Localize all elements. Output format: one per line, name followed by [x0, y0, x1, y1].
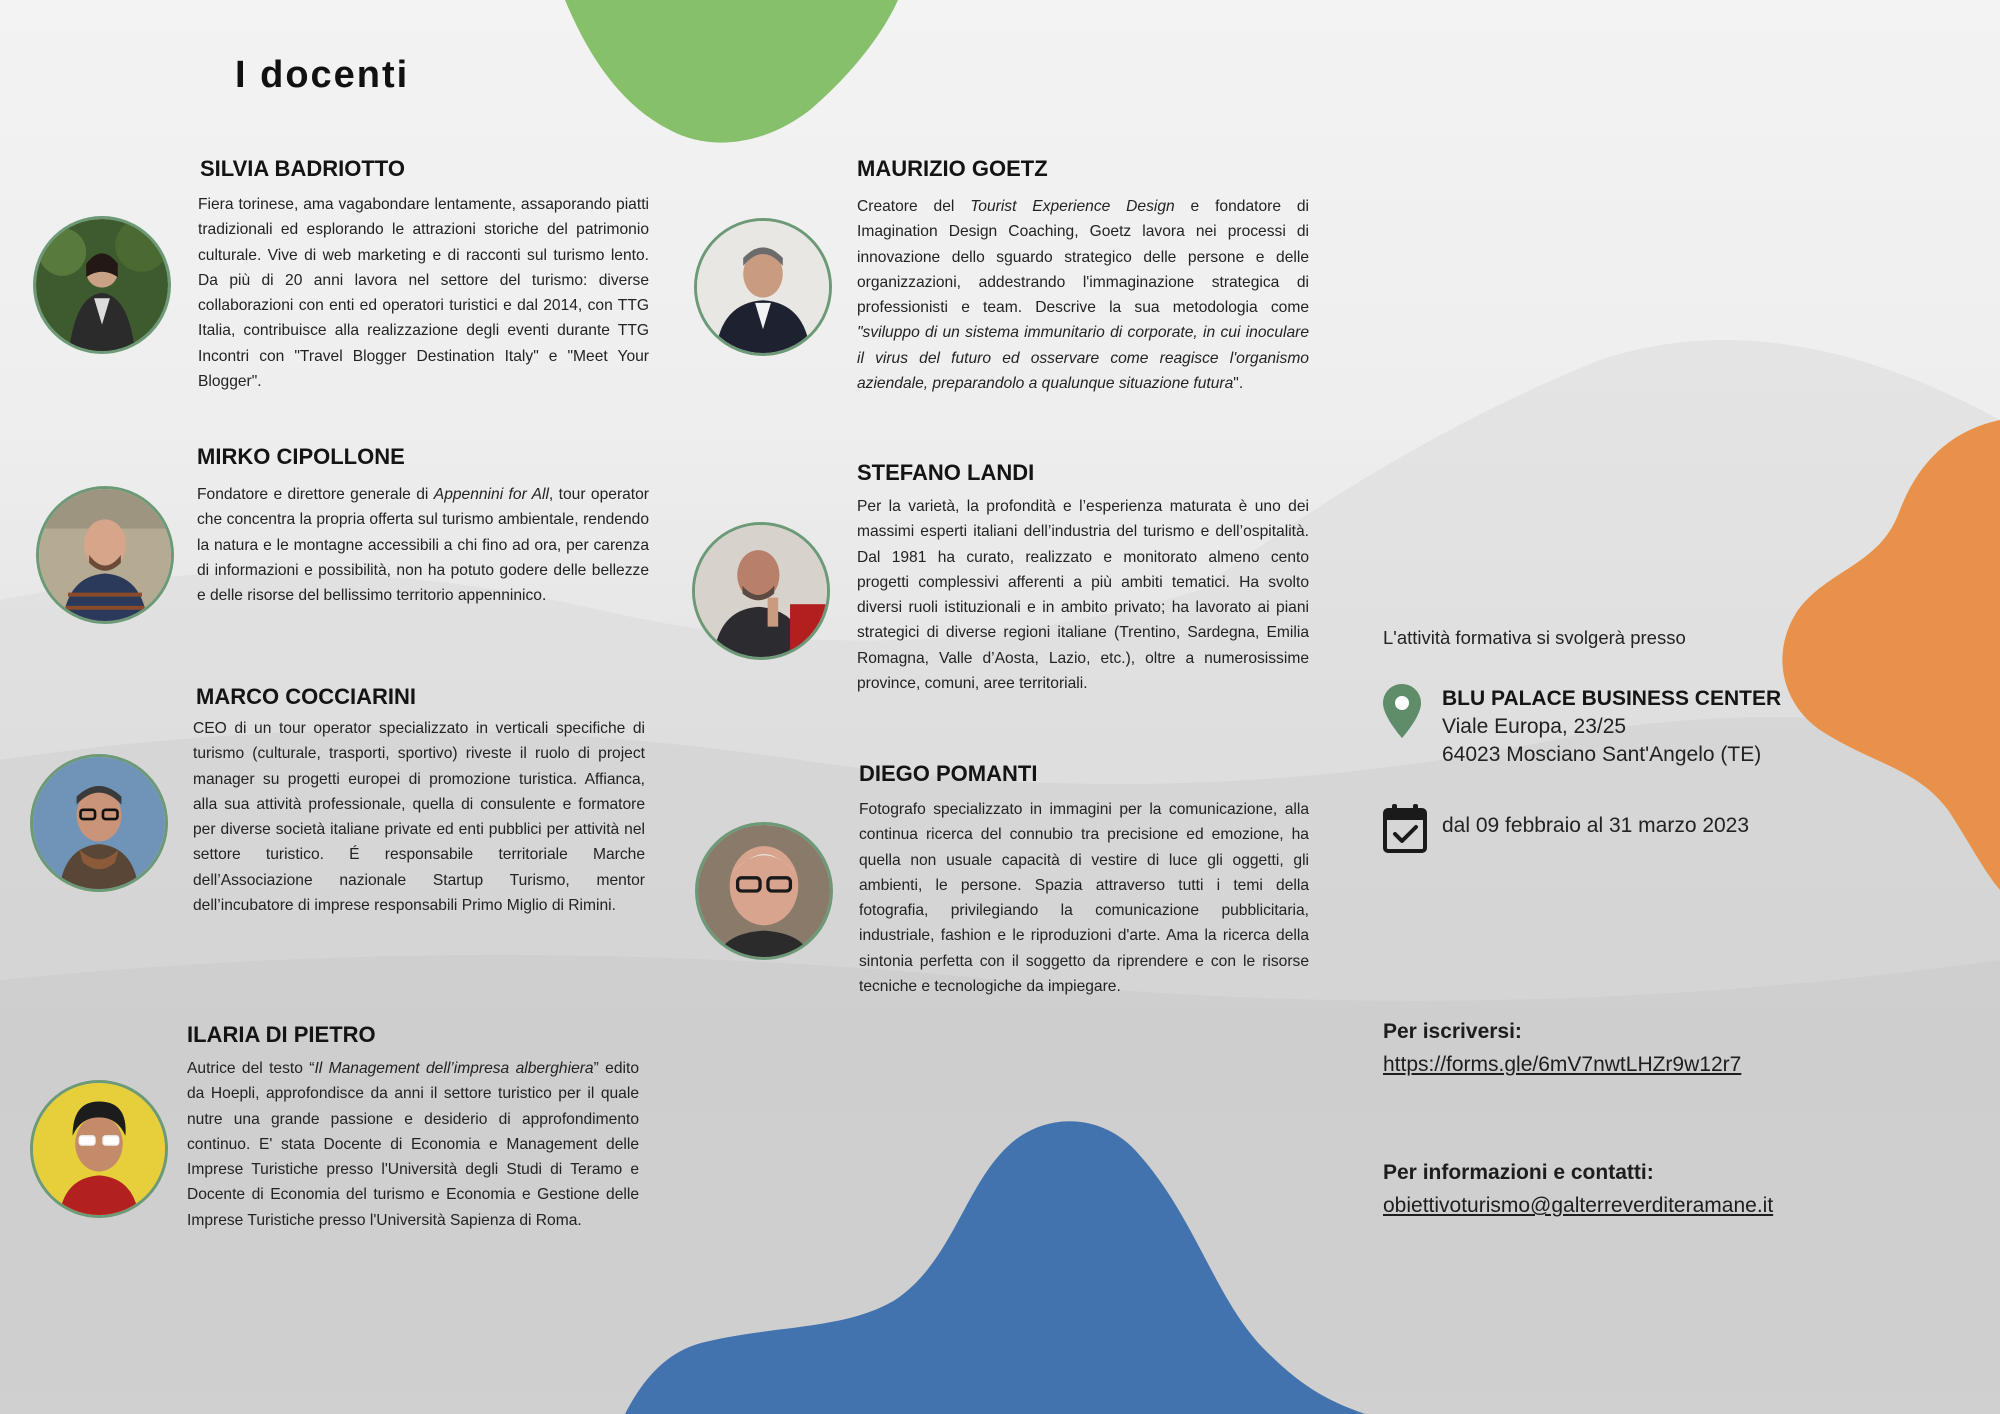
teacher-name: SILVIA BADRIOTTO	[200, 156, 405, 181]
teacher-ilaria-di-pietro	[187, 1022, 639, 1233]
course-dates: dal 09 febbraio al 31 marzo 2023	[1442, 814, 1750, 837]
teacher-name: MAURIZIO GOETZ	[857, 156, 1048, 181]
venue-address-line1: Viale Europa, 23/25	[1442, 715, 1627, 738]
teacher-name: STEFANO LANDI	[857, 460, 1035, 485]
avatar-ilaria-di-pietro	[30, 1080, 168, 1218]
teacher-mirko-cipollone	[197, 444, 649, 608]
teacher-bio: Per la varietà, la profondità e l’esperienza maturata è uno dei massimi esperti italiani dell’industria del turismo e dell’ospitalità. Dal 1981 ha curato, realizzato e monitorato almeno cento progetti complessivi afferenti a più ambiti tematici. Ha svolto diversi ruoli istituzionali e in ambito privato; ha lavorato ai piani strategici di diverse regioni italiane (Trentino, Sardegna, Emilia Romagna, Valle d’Aosta, Lazio, etc.), oltre a numerosissime province, comuni, aree territoriali.	[857, 498, 1309, 693]
register-link[interactable]: https://forms.gle/6mV7nwtLHZr9w12r7	[1383, 1053, 1742, 1076]
avatar-stefano-landi	[692, 522, 830, 660]
teacher-name: DIEGO POMANTI	[859, 761, 1038, 786]
teacher-bio: Fondatore e direttore generale di Appennini for All, tour operator che concentra la propria offerta sul turismo ambientale, rendendo la natura e le montagne accessibili a chi fino ad ora, per carenza di informazioni e possibilità, non ha potuto godere delle bellezze e delle risorse del bellissimo territorio appenninico.	[197, 486, 650, 605]
location-pin-icon	[1383, 684, 1421, 743]
avatar-silvia-badriotto	[33, 216, 171, 354]
calendar-check-icon	[1383, 803, 1427, 858]
page-title: I docenti	[235, 54, 410, 96]
contact-label: Per informazioni e contatti:	[1383, 1161, 1654, 1184]
teacher-bio: Fotografo specializzato in immagini per la comunicazione, alla continua ricerca del connubio tra precisione ed emozione, ha quella non usuale capacità di vestire di luce gli oggetti, gli ambienti, le persone. Spazia attraverso tutti i temi della fotografia, privilegiando la comunicazione pubblicitaria, industriale, fashion e le riproduzioni d'arte. Ama la ricerca della sintonia perfetta con il soggetto da riprendere e con le risorse tecniche e tecnologiche da impiegare.	[859, 801, 1309, 996]
avatar-diego-pomanti	[695, 822, 833, 960]
teacher-name: MIRKO CIPOLLONE	[197, 444, 405, 469]
teacher-bio: Creatore del Tourist Experience Design e fondatore di Imagination Design Coaching, Goetz lavora nei processi di innovazione dello sguardo strategico delle persone e delle organizzazioni, addestrando l'immaginazione strategica di professionisti e team. Descrive la sua metodologia come "sviluppo di un sistema immunitario di corporate, in cui inoculare il virus del futuro ed osservare come reagisce l'organismo aziendale, preparandolo a qualunque situazione futura".	[857, 198, 1309, 393]
register-label: Per iscriversi:	[1383, 1020, 1522, 1043]
teacher-diego-pomanti	[859, 761, 1309, 999]
venue-intro: L'attività formativa si svolgerà presso	[1383, 627, 1686, 648]
venue-name: BLU PALACE BUSINESS CENTER	[1442, 687, 1782, 710]
avatar-marco-cocciarini	[30, 754, 168, 892]
teacher-stefano-landi	[857, 460, 1309, 696]
teacher-maurizio-goetz	[857, 156, 1309, 396]
contact-email-link[interactable]: obiettivoturismo@galterreverditeramane.it	[1383, 1194, 1774, 1217]
venue-address-line2: 64023 Mosciano Sant'Angelo (TE)	[1442, 743, 1762, 766]
teacher-bio: Fiera torinese, ama vagabondare lentamente, assaporando piatti tradizionali ed esplorando le attrazioni storiche del patrimonio culturale. Vive di web marketing e di racconti sul turismo lento. Da più di 20 anni lavora nel settore del turismo: diverse collaborazioni con enti ed operatori turistici e dal 2014, con TTG Italia, contribuisce alla realizzazione degli eventi durante TTG Incontri con "Travel Blogger Destination Italy" e "Meet Your Blogger".	[198, 196, 649, 391]
teacher-bio: CEO di un tour operator specializzato in verticali specifiche di turismo (culturale, trasporti, sportivo) riveste il ruolo di project manager su progetti europei di promozione turistica. Affianca, alla sua attività professionale, quella di consulente e formatore per diverse società italiane private ed enti pubblici per attività nel settore turistico. É responsabile territoriale Marche dell’Associazione nazionale Startup Turismo, mentor dell’incubatore di imprese responsabili Primo Miglio di Rimini.	[193, 720, 645, 915]
avatar-maurizio-goetz	[694, 218, 832, 356]
avatar-mirko-cipollone	[36, 486, 174, 624]
teacher-silvia-badriotto	[198, 156, 649, 394]
teacher-name: ILARIA DI PIETRO	[187, 1022, 376, 1047]
teacher-marco-cocciarini	[193, 684, 645, 918]
teacher-bio: Autrice del testo “Il Management dell’impresa alberghiera” edito da Hoepli, approfondisce da anni il settore turistico per il quale nutre una grande passione e desiderio di approfondimento continuo. E' stata Docente di Economia e Management delle Imprese Turistiche presso l'Università degli Studi di Teramo e Docente di Economia del turismo e Economia e Gestione delle Imprese Turistiche presso l'Università Sapienza di Roma.	[187, 1060, 639, 1229]
teacher-name: MARCO COCCIARINI	[196, 684, 416, 709]
